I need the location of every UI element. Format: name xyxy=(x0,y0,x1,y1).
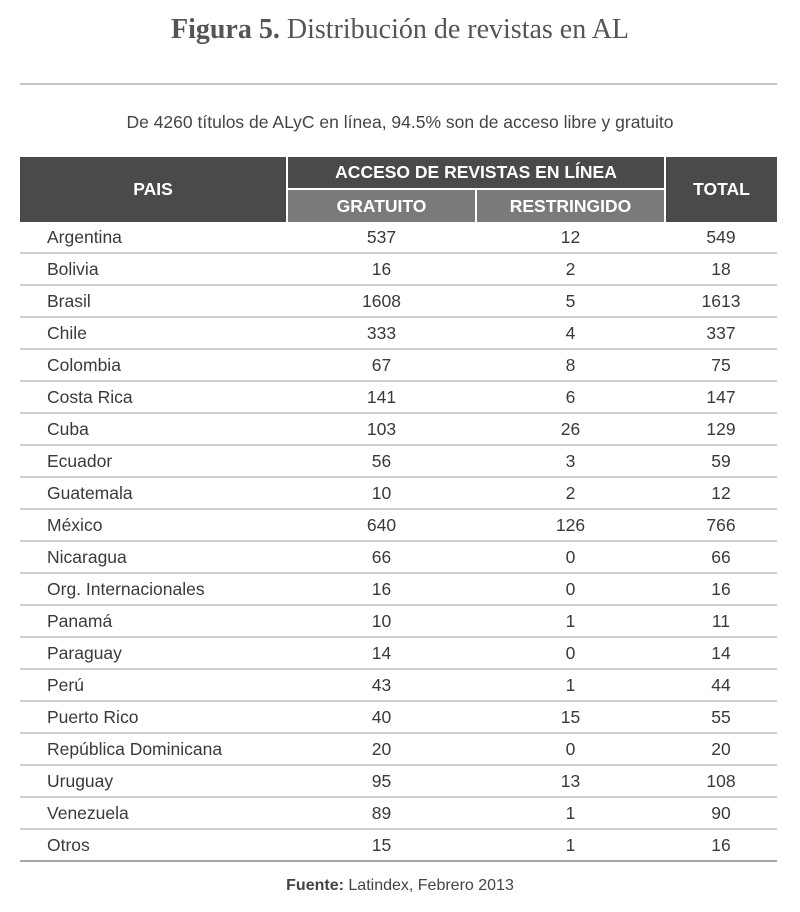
cell-total: 18 xyxy=(665,253,777,285)
cell-pais: Ecuador xyxy=(20,445,287,477)
journals-table xyxy=(20,157,777,862)
cell-gratuito: 15 xyxy=(287,829,476,861)
table-row xyxy=(20,445,777,477)
cell-total: 75 xyxy=(665,349,777,381)
table-body xyxy=(20,222,777,861)
cell-pais: Nicaragua xyxy=(20,541,287,573)
cell-total: 59 xyxy=(665,445,777,477)
table-row xyxy=(20,381,777,413)
cell-restringido: 26 xyxy=(476,413,665,445)
cell-total: 16 xyxy=(665,829,777,861)
cell-gratuito: 66 xyxy=(287,541,476,573)
cell-gratuito: 333 xyxy=(287,317,476,349)
table-row xyxy=(20,349,777,381)
cell-gratuito: 537 xyxy=(287,222,476,253)
table-row xyxy=(20,285,777,317)
cell-pais: Otros xyxy=(20,829,287,861)
header-restringido: RESTRINGIDO xyxy=(476,189,665,222)
cell-total: 766 xyxy=(665,509,777,541)
cell-gratuito: 14 xyxy=(287,637,476,669)
table-row xyxy=(20,733,777,765)
cell-pais: Paraguay xyxy=(20,637,287,669)
cell-total: 129 xyxy=(665,413,777,445)
cell-total: 14 xyxy=(665,637,777,669)
table-row xyxy=(20,509,777,541)
cell-gratuito: 40 xyxy=(287,701,476,733)
table-row xyxy=(20,222,777,253)
cell-restringido: 2 xyxy=(476,253,665,285)
header-acceso-group: ACCESO DE REVISTAS EN LÍNEA xyxy=(287,157,665,189)
cell-gratuito: 20 xyxy=(287,733,476,765)
cell-pais: Colombia xyxy=(20,349,287,381)
cell-gratuito: 89 xyxy=(287,797,476,829)
cell-pais: Costa Rica xyxy=(20,381,287,413)
cell-gratuito: 43 xyxy=(287,669,476,701)
cell-total: 55 xyxy=(665,701,777,733)
cell-pais: Panamá xyxy=(20,605,287,637)
cell-pais: Guatemala xyxy=(20,477,287,509)
cell-pais: Perú xyxy=(20,669,287,701)
cell-total: 549 xyxy=(665,222,777,253)
cell-total: 44 xyxy=(665,669,777,701)
table-row xyxy=(20,413,777,445)
cell-total: 20 xyxy=(665,733,777,765)
cell-pais: República Dominicana xyxy=(20,733,287,765)
cell-restringido: 0 xyxy=(476,573,665,605)
table-row xyxy=(20,797,777,829)
cell-pais: Uruguay xyxy=(20,765,287,797)
figure-title xyxy=(0,10,800,50)
cell-pais: Brasil xyxy=(20,285,287,317)
cell-total: 11 xyxy=(665,605,777,637)
table-row xyxy=(20,669,777,701)
table-row xyxy=(20,765,777,797)
cell-pais: Venezuela xyxy=(20,797,287,829)
table-row xyxy=(20,829,777,861)
cell-restringido: 0 xyxy=(476,541,665,573)
table-row xyxy=(20,573,777,605)
source-text: Latindex, Febrero 2013 xyxy=(348,877,514,894)
cell-restringido: 8 xyxy=(476,349,665,381)
table-subtitle: De 4260 títulos de ALyC en línea, 94.5% son de acceso libre y gratuito xyxy=(126,112,674,132)
cell-gratuito: 10 xyxy=(287,477,476,509)
cell-gratuito: 141 xyxy=(287,381,476,413)
figure-title-text: Distribución de revistas en AL xyxy=(286,14,630,45)
cell-restringido: 5 xyxy=(476,285,665,317)
header-gratuito: GRATUITO xyxy=(287,189,476,222)
cell-gratuito: 95 xyxy=(287,765,476,797)
cell-restringido: 3 xyxy=(476,445,665,477)
cell-pais: Org. Internacionales xyxy=(20,573,287,605)
cell-gratuito: 16 xyxy=(287,253,476,285)
cell-gratuito: 16 xyxy=(287,573,476,605)
cell-restringido: 1 xyxy=(476,669,665,701)
cell-restringido: 126 xyxy=(476,509,665,541)
cell-pais: Cuba xyxy=(20,413,287,445)
cell-restringido: 1 xyxy=(476,829,665,861)
cell-total: 108 xyxy=(665,765,777,797)
cell-pais: Argentina xyxy=(20,222,287,253)
cell-gratuito: 640 xyxy=(287,509,476,541)
figure-label: Figura 5. xyxy=(170,14,280,45)
header-total: TOTAL xyxy=(665,157,777,222)
cell-restringido: 12 xyxy=(476,222,665,253)
cell-pais: México xyxy=(20,509,287,541)
cell-gratuito: 56 xyxy=(287,445,476,477)
header-pais: PAIS xyxy=(20,157,287,222)
table-row xyxy=(20,541,777,573)
cell-gratuito: 103 xyxy=(287,413,476,445)
cell-restringido: 1 xyxy=(476,605,665,637)
cell-restringido: 2 xyxy=(476,477,665,509)
table-row xyxy=(20,477,777,509)
cell-restringido: 13 xyxy=(476,765,665,797)
cell-total: 90 xyxy=(665,797,777,829)
cell-restringido: 0 xyxy=(476,733,665,765)
table-row xyxy=(20,253,777,285)
cell-total: 337 xyxy=(665,317,777,349)
cell-gratuito: 1608 xyxy=(287,285,476,317)
cell-total: 12 xyxy=(665,477,777,509)
table-row xyxy=(20,637,777,669)
cell-restringido: 4 xyxy=(476,317,665,349)
cell-total: 16 xyxy=(665,573,777,605)
cell-pais: Chile xyxy=(20,317,287,349)
cell-gratuito: 67 xyxy=(287,349,476,381)
table-row xyxy=(20,317,777,349)
source-label: Fuente: xyxy=(286,877,344,894)
cell-total: 1613 xyxy=(665,285,777,317)
cell-restringido: 0 xyxy=(476,637,665,669)
table-row xyxy=(20,701,777,733)
cell-restringido: 15 xyxy=(476,701,665,733)
cell-total: 147 xyxy=(665,381,777,413)
cell-pais: Bolivia xyxy=(20,253,287,285)
cell-pais: Puerto Rico xyxy=(20,701,287,733)
table-row xyxy=(20,605,777,637)
cell-restringido: 1 xyxy=(476,797,665,829)
cell-total: 66 xyxy=(665,541,777,573)
title-divider xyxy=(20,83,777,85)
cell-restringido: 6 xyxy=(476,381,665,413)
cell-gratuito: 10 xyxy=(287,605,476,637)
source-note xyxy=(0,875,800,897)
